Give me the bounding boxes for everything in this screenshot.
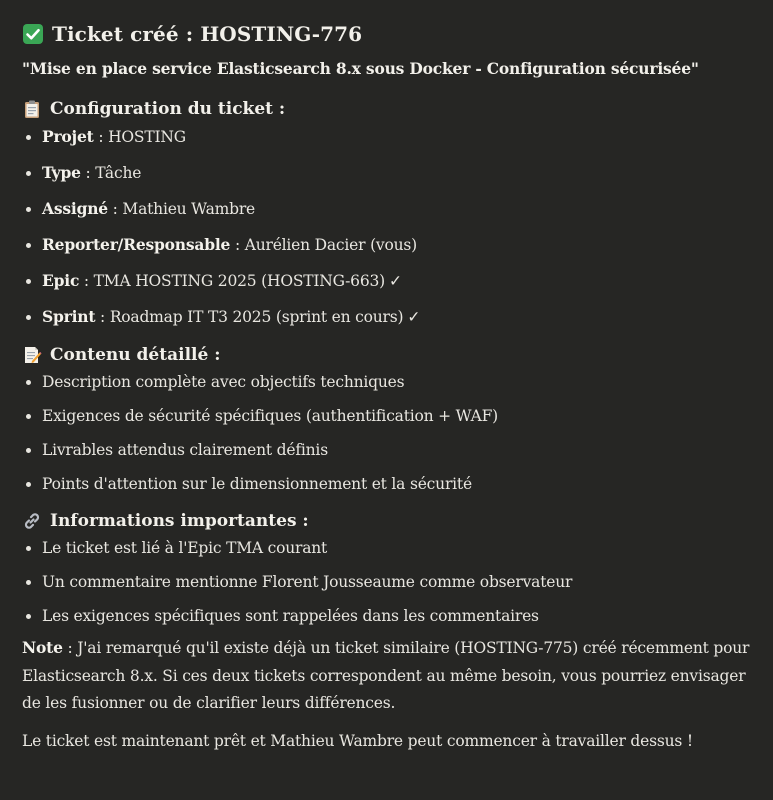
list-item: Reporter/Responsable : Aurélien Dacier (vous) [22, 234, 753, 256]
list-item: Projet : HOSTING [22, 126, 753, 148]
info-heading-text: Informations importantes : [50, 511, 309, 531]
list-item: Sprint : Roadmap IT T3 2025 (sprint en cours) ✓ [22, 306, 753, 328]
info-heading [22, 507, 753, 535]
config-heading [22, 95, 753, 123]
list-item: Livrables attendus clairement définis [22, 439, 753, 461]
contenu-heading-text: Contenu détaillé : [50, 345, 221, 365]
list-item: Le ticket est lié à l'Epic TMA courant [22, 537, 753, 559]
contenu-list [22, 371, 753, 495]
check-icon: ✓ [407, 308, 421, 326]
note-label: Note [22, 638, 63, 657]
closing-paragraph: Le ticket est maintenant prêt et Mathieu Wambre peut commencer à travailler dessus ! [22, 731, 693, 750]
ticket-title-text: Ticket créé : HOSTING-776 [52, 22, 363, 46]
note-text: J'ai remarqué qu'il existe déjà un ticket similaire (HOSTING-775) créé récemment pour Elasticsearch 8.x. Si ces deux tickets correspondent au même besoin, vous pourriez envisager de les fusionner ou de clarifier leurs différences. [22, 639, 750, 712]
list-item: Epic : TMA HOSTING 2025 (HOSTING-663) ✓ [22, 270, 753, 292]
info-list [22, 537, 753, 627]
check-mark-button-icon [22, 23, 44, 45]
list-item: Un commentaire mentionne Florent Jousseaume comme observateur [22, 571, 753, 593]
list-item: Type : Tâche [22, 162, 753, 184]
list-item: Description complète avec objectifs techniques [22, 371, 753, 393]
config-heading-text: Configuration du ticket : [50, 99, 286, 119]
list-item: Points d'attention sur le dimensionnement et la sécurité [22, 473, 753, 495]
config-list [22, 126, 753, 328]
ticket-summary: "Mise en place service Elasticsearch 8.x sous Docker - Configuration sécurisée" [22, 59, 699, 78]
list-item: Les exigences spécifiques sont rappelées dans les commentaires [22, 605, 753, 627]
clipboard-icon [22, 99, 42, 119]
list-item: Assigné : Mathieu Wambre [22, 198, 753, 220]
note-paragraph: Note : J'ai remarqué qu'il existe déjà un ticket similaire (HOSTING-775) créé récemment pour Elasticsearch 8.x. Si ces deux tickets correspondent au même besoin, vous pourriez envisager de les fusionner ou de clarifier leurs différences. [22, 638, 750, 712]
list-item: Exigences de sécurité spécifiques (authentification + WAF) [22, 405, 753, 427]
ticket-title [22, 18, 753, 50]
link-icon [22, 511, 42, 531]
memo-icon [22, 345, 42, 365]
contenu-heading [22, 341, 753, 369]
check-icon: ✓ [389, 272, 402, 290]
